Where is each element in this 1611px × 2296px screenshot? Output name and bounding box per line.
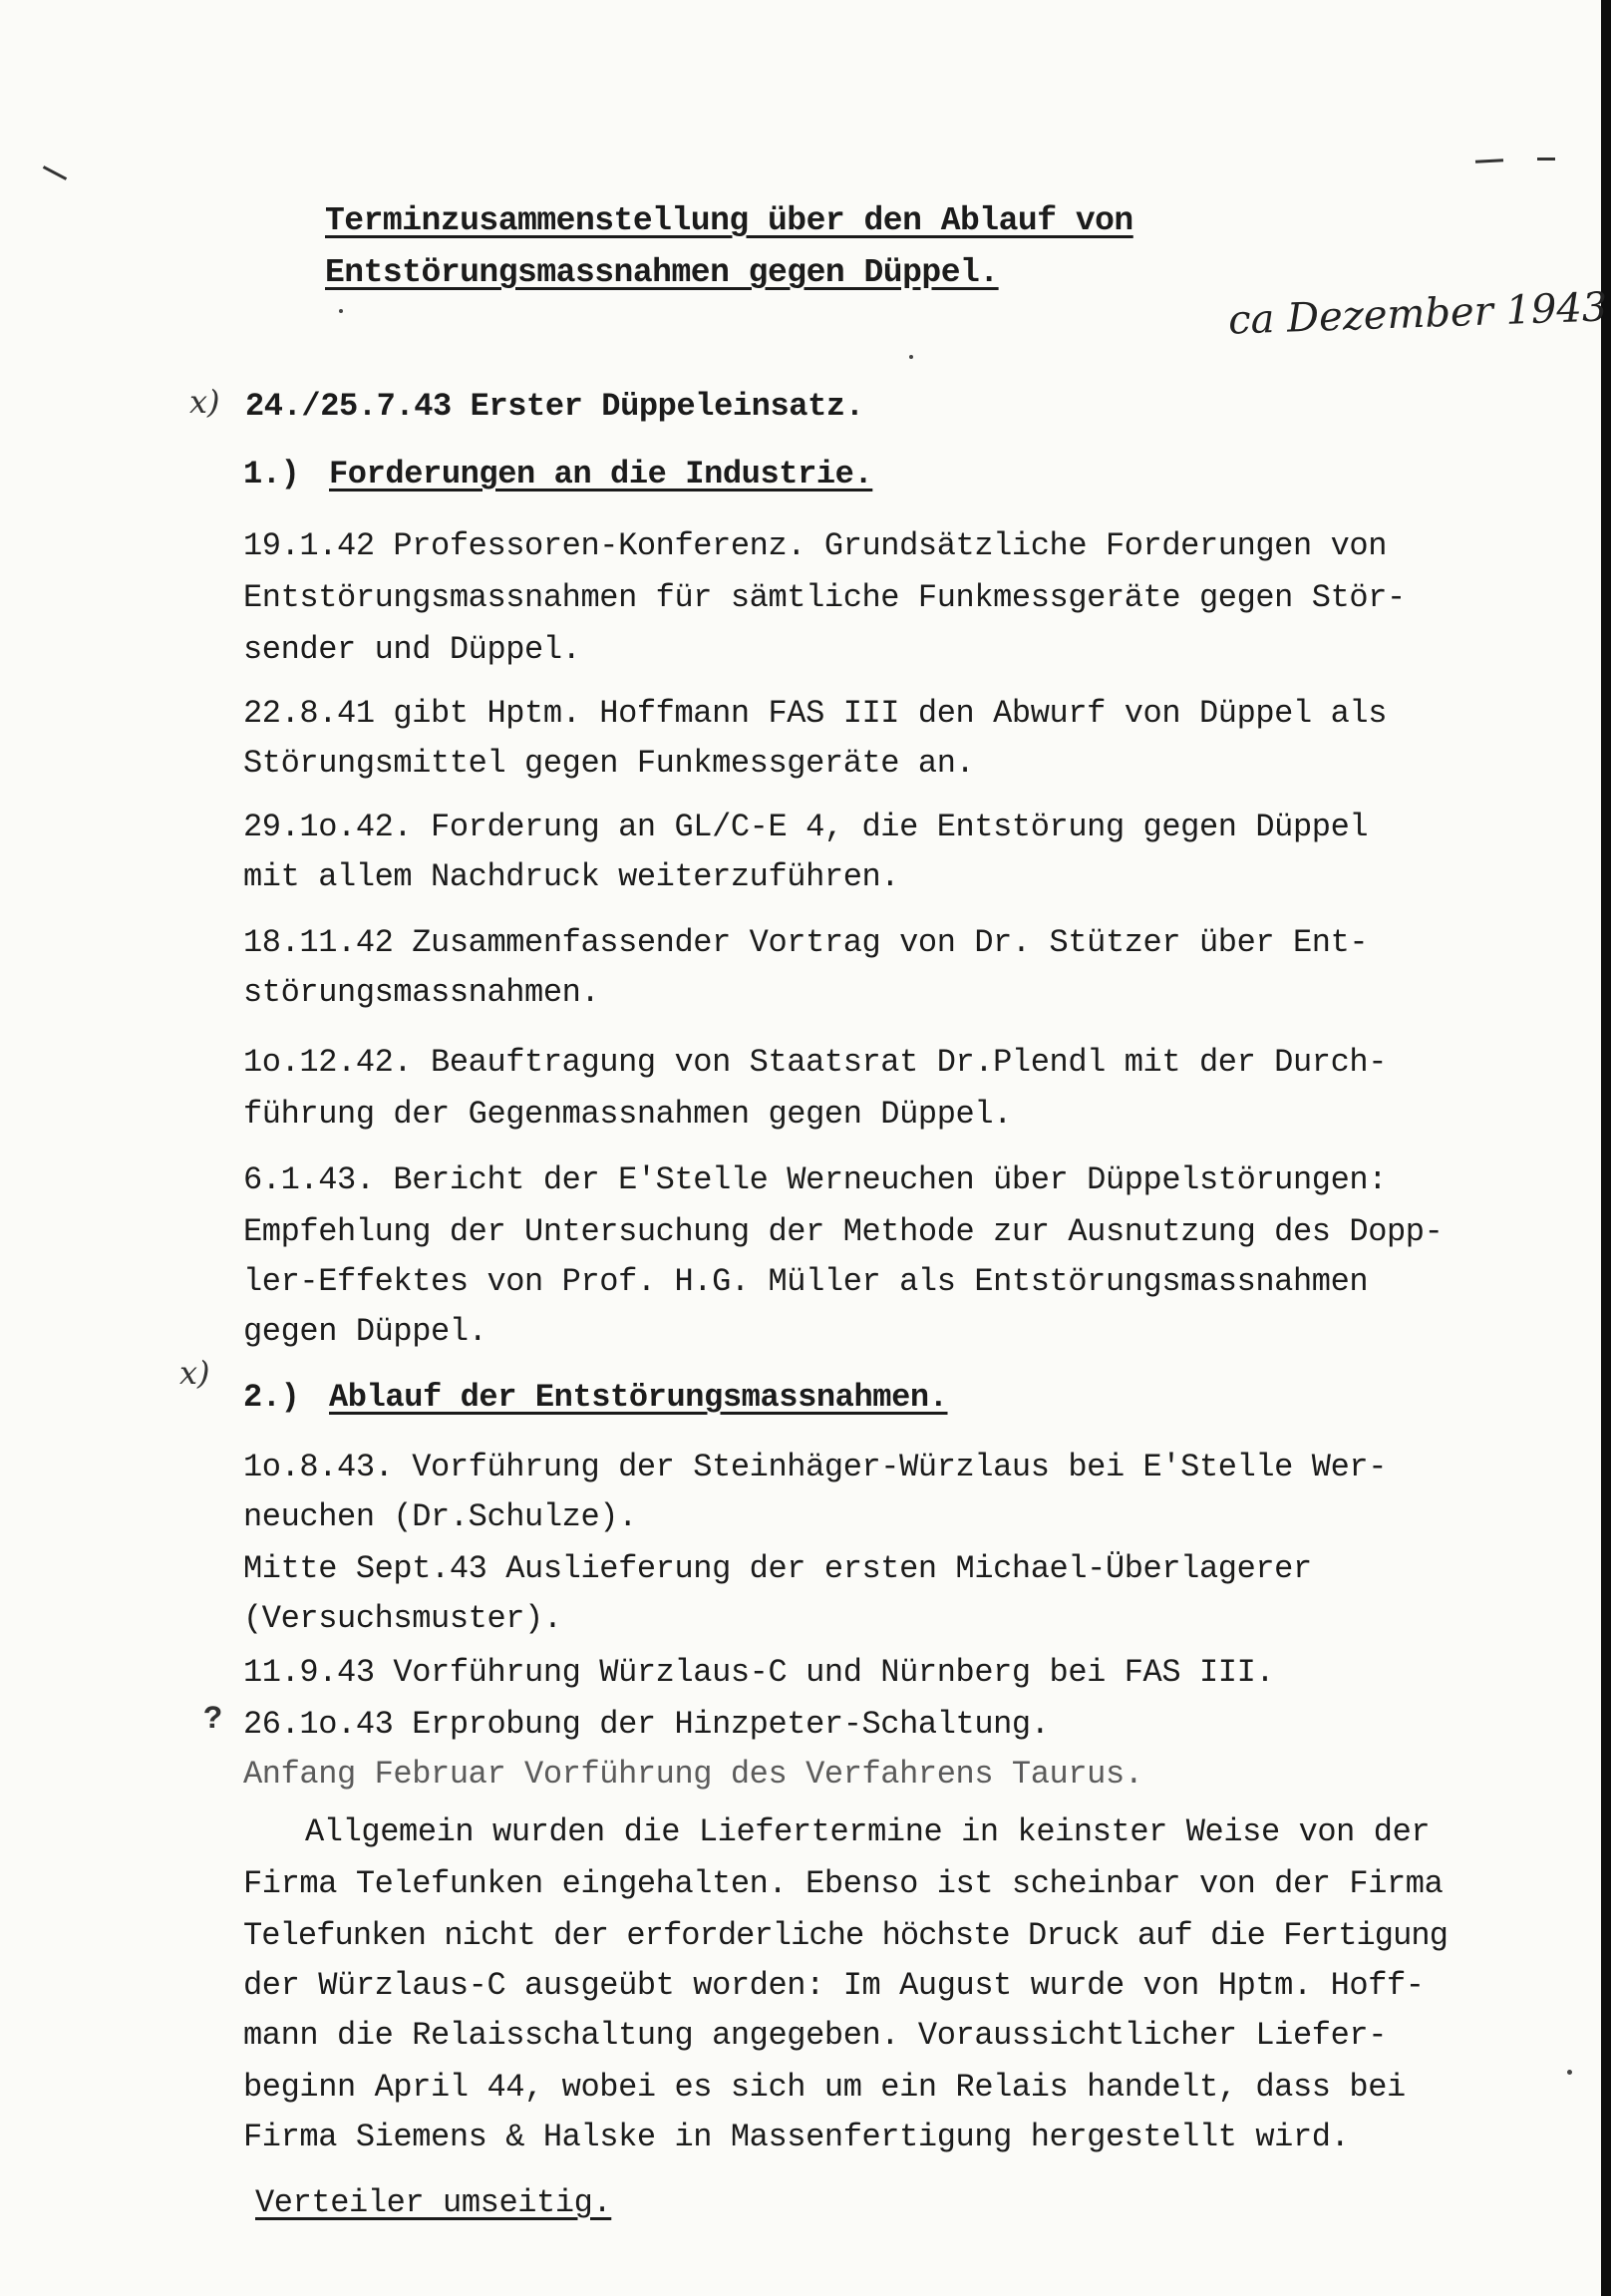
- entry-line: sender und Düppel.: [243, 631, 581, 668]
- margin-mark-x: x): [189, 383, 220, 421]
- scan-mark: [43, 165, 67, 180]
- entry-line: 29.1o.42. Forderung an GL/C-E 4, die Entstörung gegen Düppel: [243, 809, 1369, 845]
- entry-line: Mitte Sept.43 Auslieferung der ersten Michael-Überlagerer: [243, 1550, 1312, 1587]
- entry-line: 19.1.42 Professoren-Konferenz. Grundsätzliche Forderungen von: [243, 527, 1387, 564]
- scan-mark: [1537, 158, 1555, 161]
- section1-number: 1.): [243, 456, 300, 492]
- entry-line: 11.9.43 Vorführung Würzlaus-C und Nürnberg bei FAS III.: [243, 1654, 1275, 1691]
- entry-line: 6.1.43. Bericht der E'Stelle Werneuchen über Düppelstörungen:: [243, 1161, 1387, 1198]
- entry-line: ler-Effektes von Prof. H.G. Müller als Entstörungsmassnahmen: [243, 1263, 1369, 1300]
- entry-line: 18.11.42 Zusammenfassender Vortrag von Dr. Stützer über Ent-: [243, 924, 1369, 961]
- scan-speck: [909, 355, 913, 359]
- title-line-1: Terminzusammenstellung über den Ablauf von: [325, 202, 1133, 239]
- distribution-note: Verteiler umseitig.: [255, 2184, 612, 2221]
- entry-line: Störungsmittel gegen Funkmessgeräte an.: [243, 745, 975, 782]
- entry-line: führung der Gegenmassnahmen gegen Düppel.: [243, 1096, 1012, 1133]
- margin-mark-x: x): [179, 1354, 210, 1392]
- paragraph-line: Telefunken nicht der erforderliche höchste Druck auf die Fertigung: [243, 1917, 1449, 1954]
- section2-number: 2.): [243, 1379, 300, 1416]
- scan-speck: [1567, 2070, 1572, 2075]
- entry-line: 26.1o.43 Erprobung der Hinzpeter-Schaltung.: [243, 1706, 1050, 1743]
- section1-heading: Forderungen an die Industrie.: [329, 456, 873, 492]
- document-title: [325, 195, 1133, 299]
- margin-mark-question: ?: [203, 1701, 223, 1738]
- paragraph-line: beginn April 44, wobei es sich um ein Relais handelt, dass bei: [243, 2069, 1406, 2106]
- paragraph-line: Firma Siemens & Halske in Massenfertigung hergestellt wird.: [243, 2119, 1350, 2155]
- entry-line: gegen Düppel.: [243, 1313, 487, 1350]
- entry-line: (Versuchsmuster).: [243, 1600, 562, 1637]
- paragraph-line: Firma Telefunken eingehalten. Ebenso ist scheinbar von der Firma: [243, 1865, 1444, 1902]
- title-line-2: Entstörungsmassnahmen gegen Düppel.: [325, 254, 999, 291]
- entry-line: 1o.12.42. Beauftragung von Staatsrat Dr.Plendl mit der Durch-: [243, 1044, 1387, 1081]
- scan-edge: [1601, 0, 1611, 2296]
- entry-line: 1o.8.43. Vorführung der Steinhäger-Würzlaus bei E'Stelle Wer-: [243, 1449, 1387, 1485]
- scan-speck: [339, 309, 343, 313]
- first-deployment: 24./25.7.43 Erster Düppeleinsatz.: [245, 388, 864, 425]
- handwritten-date: ca Dezember 1943: [1227, 284, 1608, 344]
- entry-line: neuchen (Dr.Schulze).: [243, 1498, 637, 1535]
- entry-line: 22.8.41 gibt Hptm. Hoffmann FAS III den Abwurf von Düppel als: [243, 695, 1387, 732]
- entry-line: mit allem Nachdruck weiterzuführen.: [243, 858, 900, 895]
- paragraph-line: der Würzlaus-C ausgeübt worden: Im August wurde von Hptm. Hoff-: [243, 1967, 1425, 2004]
- scan-mark: [1475, 159, 1503, 163]
- entry-line: Entstörungsmassnahmen für sämtliche Funkmessgeräte gegen Stör-: [243, 579, 1406, 616]
- paragraph-line: Allgemein wurden die Liefertermine in keinster Weise von der: [305, 1813, 1431, 1850]
- entry-line: Empfehlung der Untersuchung der Methode zur Ausnutzung des Dopp-: [243, 1213, 1444, 1250]
- entry-line: Anfang Februar Vorführung des Verfahrens Taurus.: [243, 1756, 1143, 1793]
- paragraph-line: mann die Relaisschaltung angegeben. Voraussichtlicher Liefer-: [243, 2017, 1387, 2054]
- entry-line: störungsmassnahmen.: [243, 974, 600, 1011]
- section2-heading: Ablauf der Entstörungsmassnahmen.: [329, 1379, 948, 1416]
